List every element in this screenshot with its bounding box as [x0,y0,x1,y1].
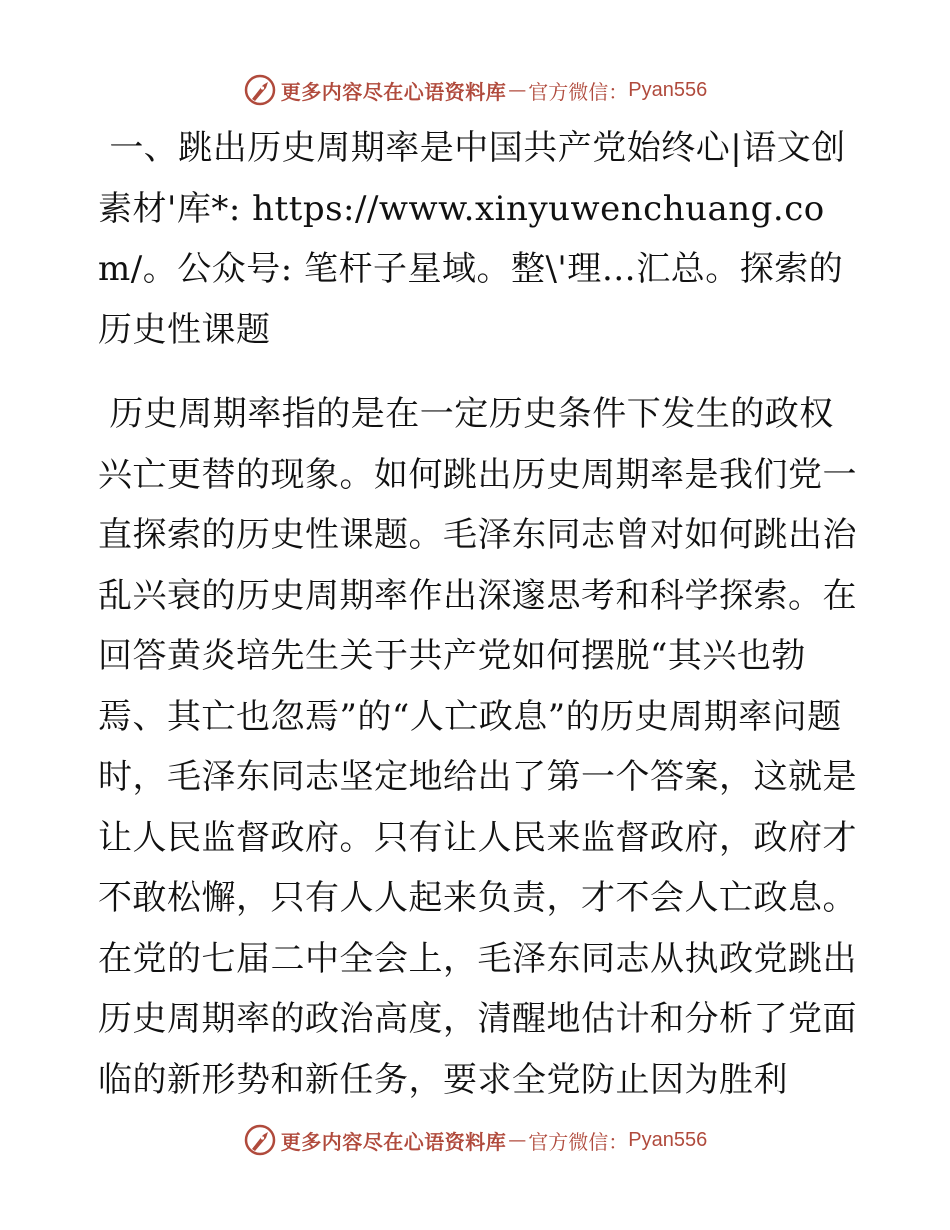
pen-nib-seal-icon [243,73,277,107]
header-wechat-id: Pyan556 [628,78,708,101]
footer-separator: — [508,1129,527,1151]
header-watermark-banner [0,70,950,110]
header-brand-text: 更多内容尽在心语资料库 [280,79,507,104]
body-paragraph: 历史周期率指的是在一定历史条件下发生的政权兴亡更替的现象。如何跳出历史周期率是我们党一直探索的历史性课题。毛泽东同志曾对如何跳出治乱兴衰的历史周期率作出深邃思考和科学探索。在回答黄炎培先生关于共产党如何摆脱“其兴也勃焉、其亡也忽焉”的“人亡政息”的历史周期率问题时，毛泽东同志坚定地给出了第一个答案，这就是让人民监督政府。只有让人民来监督政府，政府才不敢松懈，只有人人起来负责，才不会人亡政息。在党的七届二中全会上，毛泽东同志从执政党跳出历史周期率的政治高度，清醒地估计和分析了党面临的新形势和新任务，要求全党防止因为胜利 [98,394,857,1100]
document-body [98,118,858,1110]
footer-wechat-id: Pyan556 [628,1128,708,1151]
footer-brand-text: 更多内容尽在心语资料库 [280,1129,507,1154]
section-heading: 一、跳出历史周期率是中国共产党始终心|语文创素材'库*: https://www.xinyuwenchuang.com/。公众号: 笔杆子星域。整\'理…汇总。探索的历史性课题 [98,128,846,350]
header-wechat-label: 官方微信： [528,79,629,104]
footer-wechat-label: 官方微信： [528,1129,629,1154]
pen-nib-seal-icon [243,1123,277,1157]
footer-watermark-banner [0,1120,950,1160]
header-separator: — [508,79,527,101]
